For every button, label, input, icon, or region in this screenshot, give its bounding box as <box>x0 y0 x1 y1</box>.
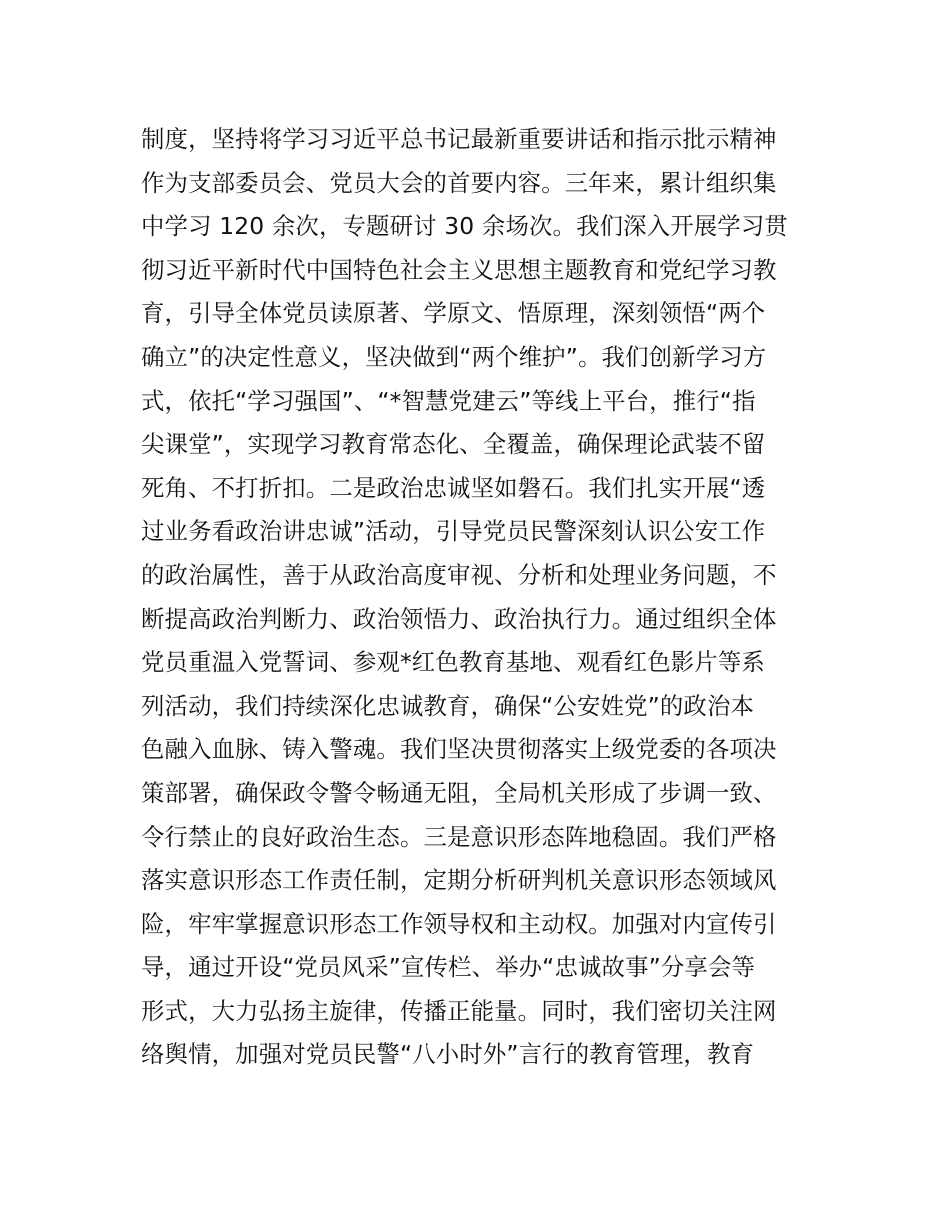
text-line: 的政治属性，善于从政治高度审视、分析和处理业务问题，不 <box>141 560 777 589</box>
text-line: 作为支部委员会、党员大会的首要内容。三年来，累计组织集 <box>141 168 777 197</box>
text-line: 制度，坚持将学习习近平总书记最新重要讲话和指示批示精神 <box>141 125 777 153</box>
text-line: 死角、不打折扣。二是政治忠诚坚如磐石。我们扎实开展“透 <box>141 473 766 502</box>
text-line: 尖课堂”，实现学习教育常态化、全覆盖，确保理论武装不留 <box>141 430 766 459</box>
text-line: 形式，大力弘扬主旋律，传播正能量。同时，我们密切关注网 <box>141 996 777 1025</box>
text-line: 彻习近平新时代中国特色社会主义思想主题教育和党纪学习教 <box>141 255 777 284</box>
text-line: 络舆情，加强对党员民警“八小时外”言行的教育管理，教育 <box>141 1040 755 1069</box>
text-line: 令行禁止的良好政治生态。三是意识形态阵地稳固。我们严格 <box>141 822 777 851</box>
text-line: 育，引导全体党员读原著、学原文、悟原理，深刻领悟“两个 <box>141 299 766 328</box>
text-line: 中学习 120 余次，专题研讨 30 余场次。我们深入开展学习贯 <box>141 212 788 241</box>
text-line: 险，牢牢掌握意识形态工作领导权和主动权。加强对内宣传引 <box>141 909 777 938</box>
text-line: 色融入血脉、铸入警魂。我们坚决贯彻落实上级党委的各项决 <box>141 735 777 764</box>
text-line: 策部署，确保政令警令畅通无阻，全局机关形成了步调一致、 <box>141 778 777 807</box>
text-line: 断提高政治判断力、政治领悟力、政治执行力。通过组织全体 <box>141 604 777 633</box>
text-line: 列活动，我们持续深化忠诚教育，确保“公安姓党”的政治本 <box>141 691 755 720</box>
text-line: 导，通过开设“党员风采”宣传栏、举办“忠诚故事”分享会等 <box>141 953 756 982</box>
text-line: 过业务看政治讲忠诚”活动，引导党员民警深刻认识公安工作 <box>141 517 766 546</box>
text-line: 确立”的决定性意义，坚决做到“两个维护”。我们创新学习方 <box>141 342 767 371</box>
text-line: 式，依托“学习强国”、“*智慧党建云”等线上平台，推行“指 <box>141 386 756 415</box>
text-line: 党员重温入党誓词、参观*红色教育基地、观看红色影片等系 <box>141 648 765 677</box>
body-paragraph <box>141 118 821 1077</box>
text-line: 落实意识形态工作责任制，定期分析研判机关意识形态领域风 <box>141 866 777 895</box>
